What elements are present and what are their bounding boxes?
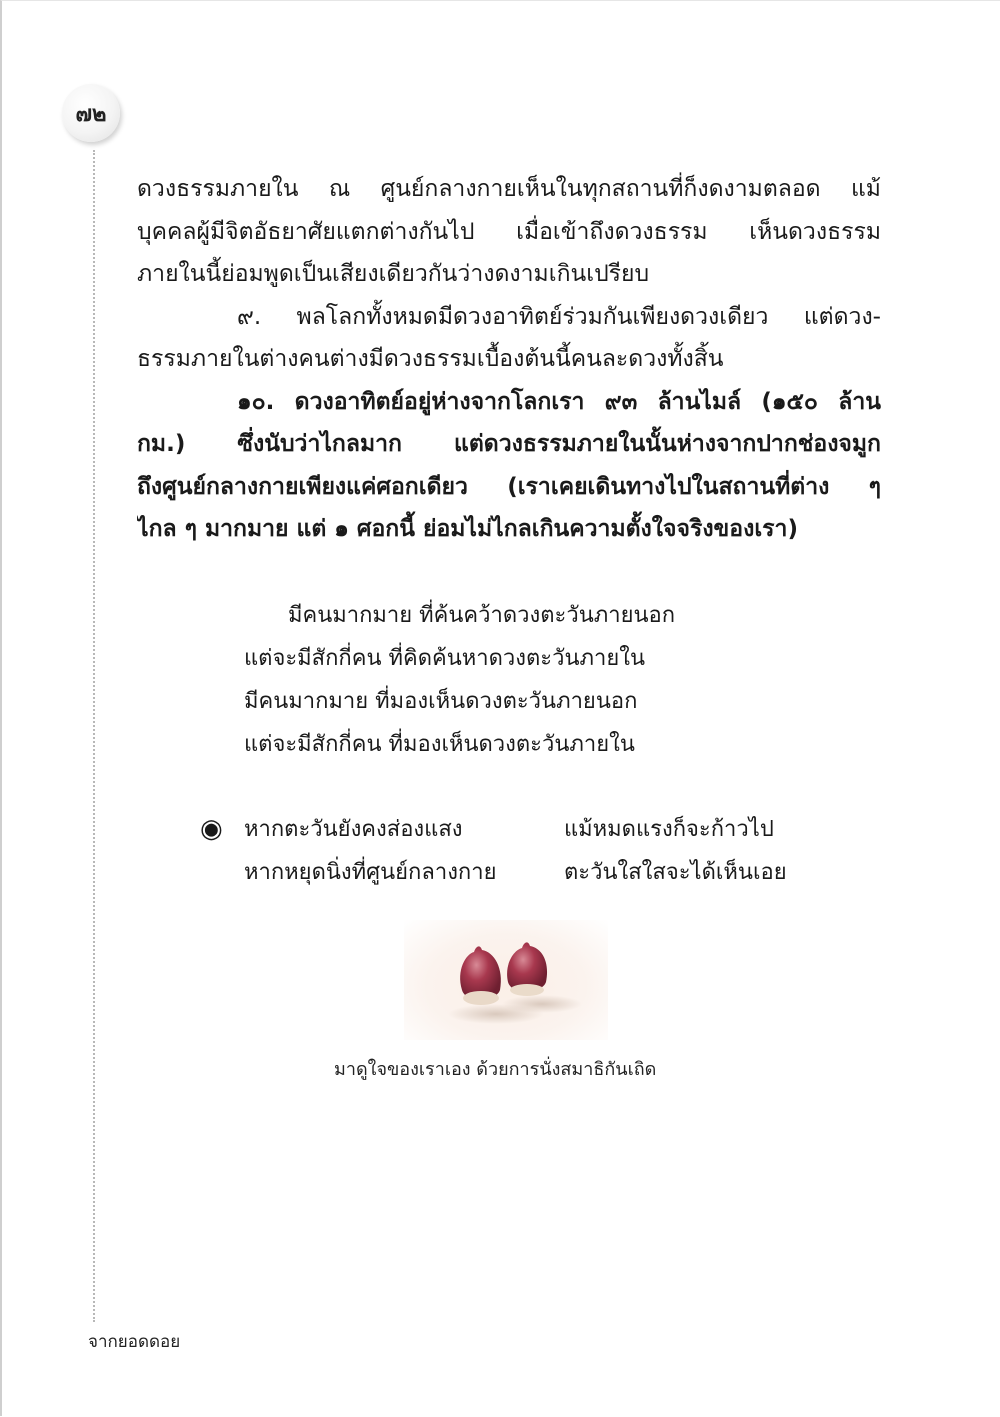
item-number: ๙. — [237, 303, 262, 330]
text-word: ซึ่งนับว่าไกลมาก — [237, 431, 402, 457]
poem-line: มีคนมากมาย ที่มองเห็นดวงตะวันภายนอก — [244, 689, 638, 714]
fruit-illustration — [404, 920, 608, 1040]
paragraph-line — [137, 296, 881, 339]
text-word: เห็นดวงธรรม — [749, 218, 881, 245]
text-word: แม้ — [850, 176, 881, 202]
poem-line: แต่จะมีสักกี่คน ที่คิดค้นหาดวงตะวันภายใน — [244, 646, 646, 671]
verse — [200, 808, 787, 894]
verse-text: แม้หมดแรงก็จะก้าวไป — [564, 817, 774, 842]
poem — [244, 594, 675, 766]
text-word: กม.) — [137, 431, 186, 457]
text-word: ๆ — [868, 473, 881, 500]
paragraph-line — [137, 423, 881, 466]
text-word: ดวงอาทิตย์อยู่ห่างจากโลกเรา — [294, 388, 585, 415]
verse-text: หากหยุดนิ่งที่ศูนย์กลางกาย — [244, 860, 497, 885]
poem-line: แต่จะมีสักกี่คน ที่มองเห็นดวงตะวันภายใน — [244, 732, 635, 757]
footer-text: จากยอดดอย — [88, 1332, 181, 1352]
paragraph-line — [137, 211, 881, 254]
margin-dotted-rule — [93, 150, 95, 1322]
paragraph-line: ธรรมภายในต่างคนต่างมีดวงธรรมเบื้องต้นนี้คนละดวงทั้งสิ้น — [137, 346, 724, 372]
verse-row — [200, 808, 787, 851]
paragraph-line — [137, 168, 881, 211]
text-word: พลโลกทั้งหมดมีดวงอาทิตย์ร่วมกันเพียงดวงเดียว — [296, 303, 769, 330]
text-word: บุคคลผู้มีจิตอัธยาศัยแตกต่างกันไป — [137, 218, 475, 245]
fruit-image — [404, 920, 608, 1040]
paragraph-line — [137, 466, 881, 509]
text-word: ถึงศูนย์กลางกายเพียงแค่ศอกเดียว — [137, 473, 468, 500]
body-text — [137, 168, 881, 551]
paragraph-line — [137, 381, 881, 424]
text-word: (เราเคยเดินทางไปในสถานที่ต่าง — [507, 473, 830, 500]
caption: มาดูใจของเราเอง ด้วยการนั่งสมาธิกันเถิด — [334, 1059, 657, 1080]
page-number: ๗๒ — [62, 84, 120, 142]
bullet-icon: ◉ — [200, 814, 223, 844]
text-word: ๙๓ — [604, 388, 638, 415]
text-word: ล้านไมล์ — [657, 388, 742, 415]
text-word: แต่ดวง- — [803, 303, 881, 330]
text-word: แต่ดวงธรรมภายในนั้นห่างจากปากช่องจมูก — [454, 431, 881, 457]
text-word: เมื่อเข้าถึงดวงธรรม — [516, 218, 708, 245]
text-word: ศูนย์กลางกายเห็นในทุกสถานที่ก็งดงามตลอด — [380, 176, 821, 202]
verse-row — [200, 851, 787, 894]
paragraph-line: ภายในนี้ย่อมพูดเป็นเสียงเดียวกันว่างดงามเกินเปรียบ — [137, 261, 650, 287]
text-word: ดวงธรรมภายใน — [137, 176, 299, 202]
text-word: ณ — [328, 176, 351, 202]
paragraph-line: ไกล ๆ มากมาย แต่ ๑ ศอกนี้ ย่อมไม่ไกลเกินความตั้งใจจริงของเรา) — [137, 516, 798, 542]
poem-line: มีคนมากมาย ที่ค้นคว้าดวงตะวันภายนอก — [288, 603, 676, 628]
verse-text: หากตะวันยังคงส่องแสง — [244, 817, 463, 842]
item-number: ๑๐. — [237, 388, 275, 415]
text-word: (๑๕๐ — [761, 388, 818, 415]
verse-text: ตะวันใสใสจะได้เห็นเอย — [564, 860, 787, 885]
text-word: ล้าน — [838, 388, 881, 415]
